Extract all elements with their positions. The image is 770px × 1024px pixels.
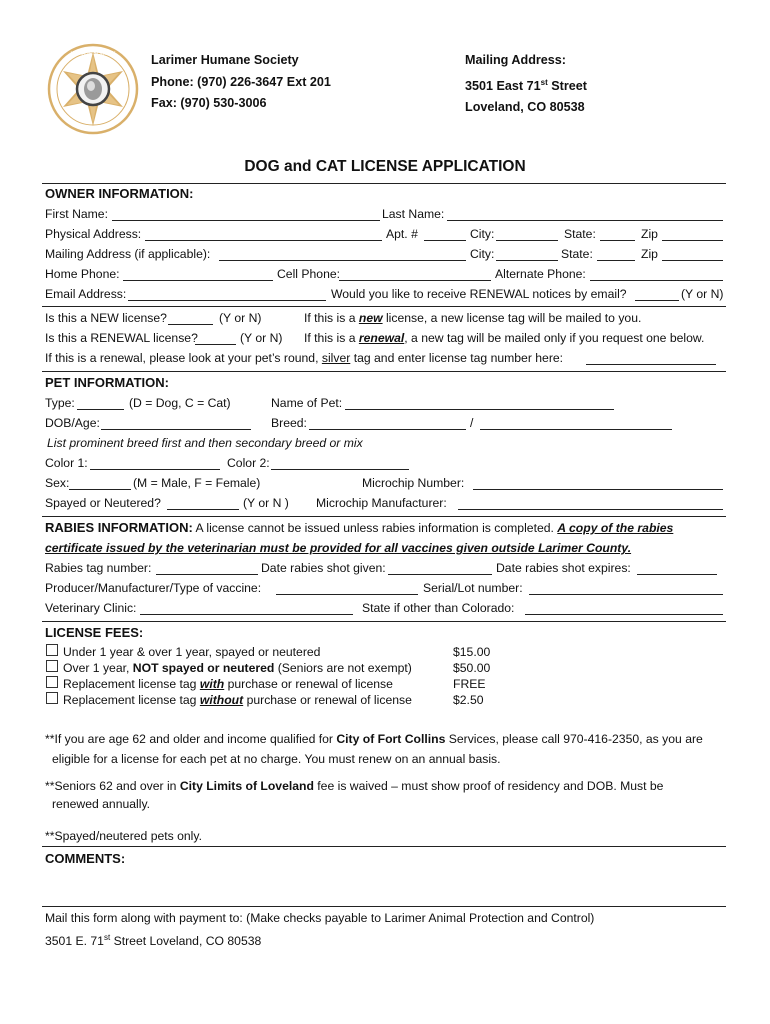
- comments-field[interactable]: [45, 870, 725, 904]
- rabies-certificate-note: certificate issued by the veterinarian must be provided for all vaccines given outside Larimer County.: [45, 541, 632, 555]
- type-row: [45, 396, 725, 412]
- breed-secondary-field[interactable]: [480, 416, 672, 430]
- clinic-row: [45, 601, 725, 617]
- mailing-label: Mailing Address:: [465, 53, 566, 67]
- rabies-tag-label: Rabies tag number:: [45, 561, 152, 575]
- breed-label: Breed:: [271, 416, 307, 430]
- sex-row: [45, 476, 725, 492]
- clinic-label: Veterinary Clinic:: [45, 601, 137, 615]
- microchip-number-field[interactable]: [473, 476, 723, 490]
- fees-heading: LICENSE FEES:: [45, 625, 144, 640]
- org-contact-block: [151, 50, 331, 115]
- state-field[interactable]: [600, 227, 635, 241]
- sex-hint: (M = Male, F = Female): [133, 476, 261, 490]
- mailing-zip-field[interactable]: [662, 247, 723, 261]
- dob-label: DOB/Age:: [45, 416, 100, 430]
- renewal-license-row: [45, 331, 725, 347]
- section-divider: [42, 621, 726, 622]
- color2-field[interactable]: [271, 456, 409, 470]
- org-logo: [47, 43, 139, 135]
- mailing-street: 3501 East 71st Street: [465, 77, 587, 93]
- state-other-label: State if other than Colorado:: [362, 601, 515, 615]
- microchip-number-label: Microchip Number:: [362, 476, 465, 490]
- state-other-field[interactable]: [525, 601, 723, 615]
- renewal-license-info: If this is a renewal, a new tag will be mailed only if you request one below.: [304, 331, 705, 345]
- microchip-mfr-field[interactable]: [458, 496, 723, 510]
- org-fax: Fax: (970) 530-3006: [151, 96, 267, 110]
- rabies-tag-field[interactable]: [156, 561, 258, 575]
- alternate-phone-label: Alternate Phone:: [495, 267, 586, 281]
- zip-label: Zip: [641, 227, 658, 241]
- name-row: [45, 207, 725, 223]
- rabies-date-given-label: Date rabies shot given:: [261, 561, 386, 575]
- org-name: Larimer Humane Society: [151, 53, 299, 67]
- spayed-row: [45, 496, 725, 512]
- color1-label: Color 1:: [45, 456, 88, 470]
- email-field[interactable]: [128, 287, 326, 301]
- spayed-only-note: **Spayed/neutered pets only.: [45, 829, 202, 843]
- new-license-yn: (Y or N): [219, 311, 262, 325]
- rabies-intro: RABIES INFORMATION: A license cannot be issued unless rabies information is completed. A copy of the rabies: [45, 520, 674, 535]
- fee-label-replacement-without: Replacement license tag without purchase or renewal of license: [63, 693, 412, 707]
- alternate-phone-field[interactable]: [590, 267, 723, 281]
- org-phone: Phone: (970) 226-3647 Ext 201: [151, 74, 331, 89]
- section-divider: [42, 371, 726, 372]
- email-label: Email Address:: [45, 287, 127, 301]
- cell-phone-field[interactable]: [339, 267, 491, 281]
- fee-price-unaltered: $50.00: [453, 661, 491, 675]
- type-field[interactable]: [77, 396, 124, 410]
- renewal-license-question: Is this a RENEWAL license?: [45, 331, 198, 345]
- section-divider: [42, 183, 726, 184]
- mailing-state-field[interactable]: [597, 247, 635, 261]
- physical-address-label: Physical Address:: [45, 227, 142, 241]
- sex-field[interactable]: [69, 476, 131, 490]
- dob-field[interactable]: [101, 416, 251, 430]
- breed-note: List prominent breed first and then secondary breed or mix: [47, 436, 363, 450]
- silver-tag-row: [45, 351, 725, 367]
- renewal-notice-field[interactable]: [635, 287, 679, 301]
- cell-phone-label: Cell Phone:: [277, 267, 341, 281]
- footer-mail-line: Mail this form along with payment to: (Make checks payable to Larimer Animal Protection and Control): [45, 911, 595, 925]
- mailing-city: Loveland, CO 80538: [465, 100, 585, 115]
- vaccine-type-field[interactable]: [276, 581, 418, 595]
- section-divider: [42, 306, 726, 307]
- mailing-city-label: City:: [470, 247, 495, 261]
- rabies-date-expires-label: Date rabies shot expires:: [496, 561, 631, 575]
- fee-label-standard: Under 1 year & over 1 year, spayed or neutered: [63, 645, 321, 659]
- silver-tag-instruction: If this is a renewal, please look at your pet’s round, silver tag and enter license tag number here:: [45, 351, 564, 365]
- city-field[interactable]: [496, 227, 558, 241]
- renewal-notice-yn: (Y or N): [681, 287, 724, 301]
- fee-checkbox-replacement-with[interactable]: [46, 676, 58, 688]
- breed-separator: /: [470, 416, 474, 430]
- loveland-note: **Seniors 62 and over in City Limits of Loveland fee is waived – must show proof of residency and DOB. Must be renewed annually.: [45, 779, 664, 811]
- color-row: [45, 456, 725, 472]
- type-hint: (D = Dog, C = Cat): [129, 396, 231, 410]
- section-divider: [42, 906, 726, 907]
- mailing-address-field[interactable]: [219, 247, 466, 261]
- pet-heading: PET INFORMATION:: [45, 375, 169, 390]
- apt-field[interactable]: [424, 227, 466, 241]
- spayed-yn: (Y or N ): [243, 496, 289, 510]
- physical-address-row: [45, 227, 725, 243]
- section-divider: [42, 516, 726, 517]
- vaccine-row: [45, 581, 725, 597]
- footer-address: 3501 E. 71st Street Loveland, CO 80538: [45, 933, 262, 949]
- clinic-field[interactable]: [140, 601, 353, 615]
- rabies-tag-row: [45, 561, 725, 577]
- breed-primary-field[interactable]: [309, 416, 466, 430]
- zip-field[interactable]: [662, 227, 723, 241]
- mailing-zip-label: Zip: [641, 247, 658, 261]
- phone-row: [45, 267, 725, 283]
- new-license-row: [45, 311, 725, 327]
- physical-address-field[interactable]: [145, 227, 382, 241]
- footer-mail-instructions: [45, 909, 594, 951]
- renewal-license-field[interactable]: [195, 331, 236, 345]
- section-divider: [42, 846, 726, 847]
- rabies-date-given-field[interactable]: [388, 561, 492, 575]
- fee-checkbox-unaltered[interactable]: [46, 660, 58, 672]
- renewal-license-yn: (Y or N): [240, 331, 283, 345]
- type-label: Type:: [45, 396, 75, 410]
- pet-name-label: Name of Pet:: [271, 396, 343, 410]
- rabies-heading: RABIES INFORMATION:: [45, 520, 193, 535]
- new-license-question: Is this a NEW license?: [45, 311, 167, 325]
- apt-label: Apt. #: [386, 227, 418, 241]
- logo-lettering: HUMANE SOCIETY: [70, 51, 116, 57]
- form-title: DOG and CAT LICENSE APPLICATION: [244, 158, 526, 175]
- serial-lot-label: Serial/Lot number:: [423, 581, 523, 595]
- serial-lot-field[interactable]: [529, 581, 723, 595]
- home-phone-field[interactable]: [123, 267, 273, 281]
- first-name-field[interactable]: [112, 207, 380, 221]
- last-name-label: Last Name:: [382, 207, 445, 221]
- color1-field[interactable]: [90, 456, 220, 470]
- email-row: [45, 287, 725, 303]
- mailing-address-row: [45, 247, 725, 263]
- fee-checkbox-standard[interactable]: [46, 644, 58, 656]
- spayed-field[interactable]: [167, 496, 239, 510]
- home-phone-label: Home Phone:: [45, 267, 120, 281]
- mailing-state-label: State:: [561, 247, 593, 261]
- renewal-notice-question: Would you like to receive RENEWAL notices by email?: [331, 287, 627, 301]
- fee-checkbox-replacement-without[interactable]: [46, 692, 58, 704]
- rabies-date-expires-field[interactable]: [637, 561, 717, 575]
- spayed-label: Spayed or Neutered?: [45, 496, 161, 510]
- fee-price-replacement-without: $2.50: [453, 693, 484, 707]
- fee-label-replacement-with: Replacement license tag with purchase or renewal of license: [63, 677, 393, 691]
- color2-label: Color 2:: [227, 456, 270, 470]
- rabies-intro-row: [45, 520, 725, 536]
- mailing-address-block: [465, 50, 587, 119]
- city-label: City:: [470, 227, 495, 241]
- owner-heading: OWNER INFORMATION:: [45, 186, 194, 201]
- new-license-field[interactable]: [168, 311, 213, 325]
- fee-price-replacement-with: FREE: [453, 677, 486, 691]
- new-license-info: If this is a new license, a new license tag will be mailed to you.: [304, 311, 642, 325]
- sex-label: Sex:: [45, 476, 70, 490]
- fee-price-standard: $15.00: [453, 645, 491, 659]
- first-name-label: First Name:: [45, 207, 108, 221]
- mailing-city-field[interactable]: [496, 247, 558, 261]
- fee-label-unaltered: Over 1 year, NOT spayed or neutered (Seniors are not exempt): [63, 661, 412, 675]
- vaccine-type-label: Producer/Manufacturer/Type of vaccine:: [45, 581, 262, 595]
- pet-name-field[interactable]: [345, 396, 614, 410]
- microchip-mfr-label: Microchip Manufacturer:: [316, 496, 447, 510]
- silver-tag-field[interactable]: [586, 351, 716, 365]
- state-label: State:: [564, 227, 596, 241]
- mailing-address-label: Mailing Address (if applicable):: [45, 247, 211, 261]
- fort-collins-note: **If you are age 62 and older and income qualified for City of Fort Collins Services, please call 970-416-2350, as you are eligible for a license for each pet at no charge. You must renew on an annual basis.: [45, 732, 703, 766]
- dob-breed-row: [45, 416, 725, 432]
- last-name-field[interactable]: [447, 207, 723, 221]
- comments-heading: COMMENTS:: [45, 851, 126, 866]
